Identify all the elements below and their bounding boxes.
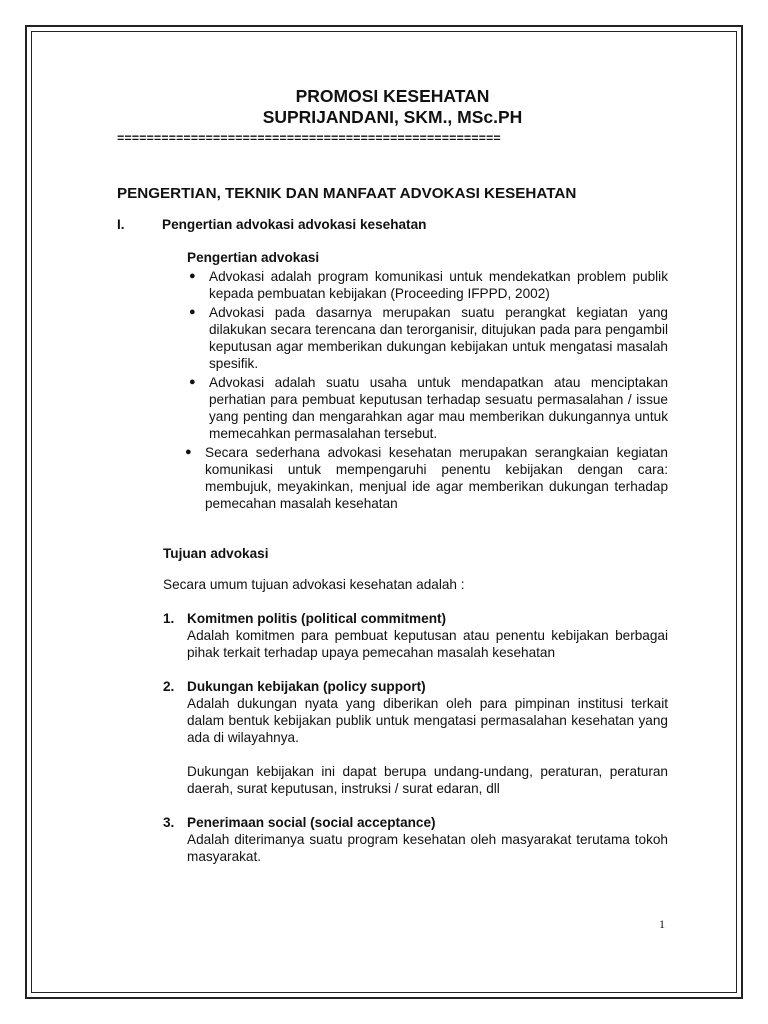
tujuan-item-2-body: [187, 695, 668, 797]
bullet-icon: ●: [185, 446, 192, 458]
tujuan-item-1-body: [187, 627, 668, 661]
doc-title-line2: SUPRIJANDANI, SKM., MSc.PH: [262, 107, 523, 127]
tujuan-heading: Tujuan advokasi: [163, 546, 269, 561]
bullet-icon: ●: [189, 306, 196, 318]
item-number: 3.: [163, 815, 175, 830]
list-item: [185, 444, 668, 512]
list-item: [189, 304, 668, 372]
part1-number: I.: [117, 217, 125, 232]
doc-title-line1: PROMOSI KESEHATAN: [295, 86, 490, 106]
item-paragraph: Adalah diterimanya suatu program kesehatan oleh masyarakat terutama tokoh masyarakat.: [187, 832, 668, 864]
list-item: [189, 374, 668, 442]
tujuan-item-3: [117, 814, 668, 865]
tujuan-item-1: [117, 610, 668, 661]
tujuan-intro: Secara umum tujuan advokasi kesehatan adalah :: [163, 577, 465, 592]
bullet-text: Secara sederhana advokasi kesehatan merupakan serangkaian kegiatan komunikasi untuk mempengaruhi penentu kebijakan dengan cara: membujuk, meyakinkan, menjual ide agar memberikan dukungan terhadap pemecahan masalah kesehatan: [205, 445, 668, 511]
tujuan-item-2: [117, 678, 668, 797]
item-heading: Penerimaan social (social acceptance): [187, 815, 436, 830]
item-number: 1.: [163, 611, 175, 626]
section-title: PENGERTIAN, TEKNIK DAN MANFAAT ADVOKASI KESEHATAN: [117, 185, 577, 202]
item-paragraph: Dukungan kebijakan ini dapat berupa undang-undang, peraturan, peraturan daerah, surat keputusan, instruksi / surat edaran, dll: [187, 764, 668, 796]
part1-title: Pengertian advokasi advokasi kesehatan: [162, 217, 427, 232]
tujuan-item-2-heading: [163, 678, 668, 695]
item-paragraph: Adalah komitmen para pembuat keputusan atau penentu kebijakan berbagai pihak terkait terhadap upaya pemecahan masalah kesehatan: [187, 628, 668, 660]
list-item: [189, 268, 668, 302]
bullet-icon: ●: [189, 270, 196, 282]
pengertian-subheading: Pengertian advokasi: [187, 250, 320, 265]
tujuan-item-1-heading: [163, 610, 668, 627]
item-heading: Dukungan kebijakan (policy support): [187, 679, 426, 694]
bullet-text: Advokasi pada dasarnya merupakan suatu perangkat kegiatan yang dilakukan secara terencana dan terorganisir, ditujukan pada para pengambil keputusan agar memberikan dukungan kebijakan untuk mengatasi masalah spesifik.: [209, 305, 668, 371]
item-paragraph: Adalah dukungan nyata yang diberikan oleh para pimpinan institusi terkait dalam bentuk kebijakan publik untuk mengatasi permasalahan kesehatan yang ada di wilayahnya.: [187, 696, 668, 745]
document-page: [117, 86, 668, 865]
item-heading: Komitmen politis (political commitment): [187, 611, 447, 626]
part1-heading: [117, 216, 668, 233]
title-rule: ====================================================: [117, 132, 501, 146]
pengertian-bullet-list: [117, 268, 668, 512]
bullet-icon: ●: [189, 376, 196, 388]
tujuan-item-3-heading: [163, 814, 668, 831]
item-number: 2.: [163, 679, 175, 694]
bullet-text: Advokasi adalah suatu usaha untuk mendapatkan atau menciptakan perhatian para pembuat keputusan terhadap sesuatu permasalahan / issue yang penting dan mengarahkan agar mau memberikan dukungannya untuk memecahkan permasalahan tersebut.: [209, 375, 668, 441]
page-number: 1: [659, 917, 665, 931]
bullet-text: Advokasi adalah program komunikasi untuk mendekatkan problem publik kepada pembuatan kebijakan (Proceeding IFPPD, 2002): [209, 269, 668, 301]
tujuan-item-3-body: [187, 831, 668, 865]
